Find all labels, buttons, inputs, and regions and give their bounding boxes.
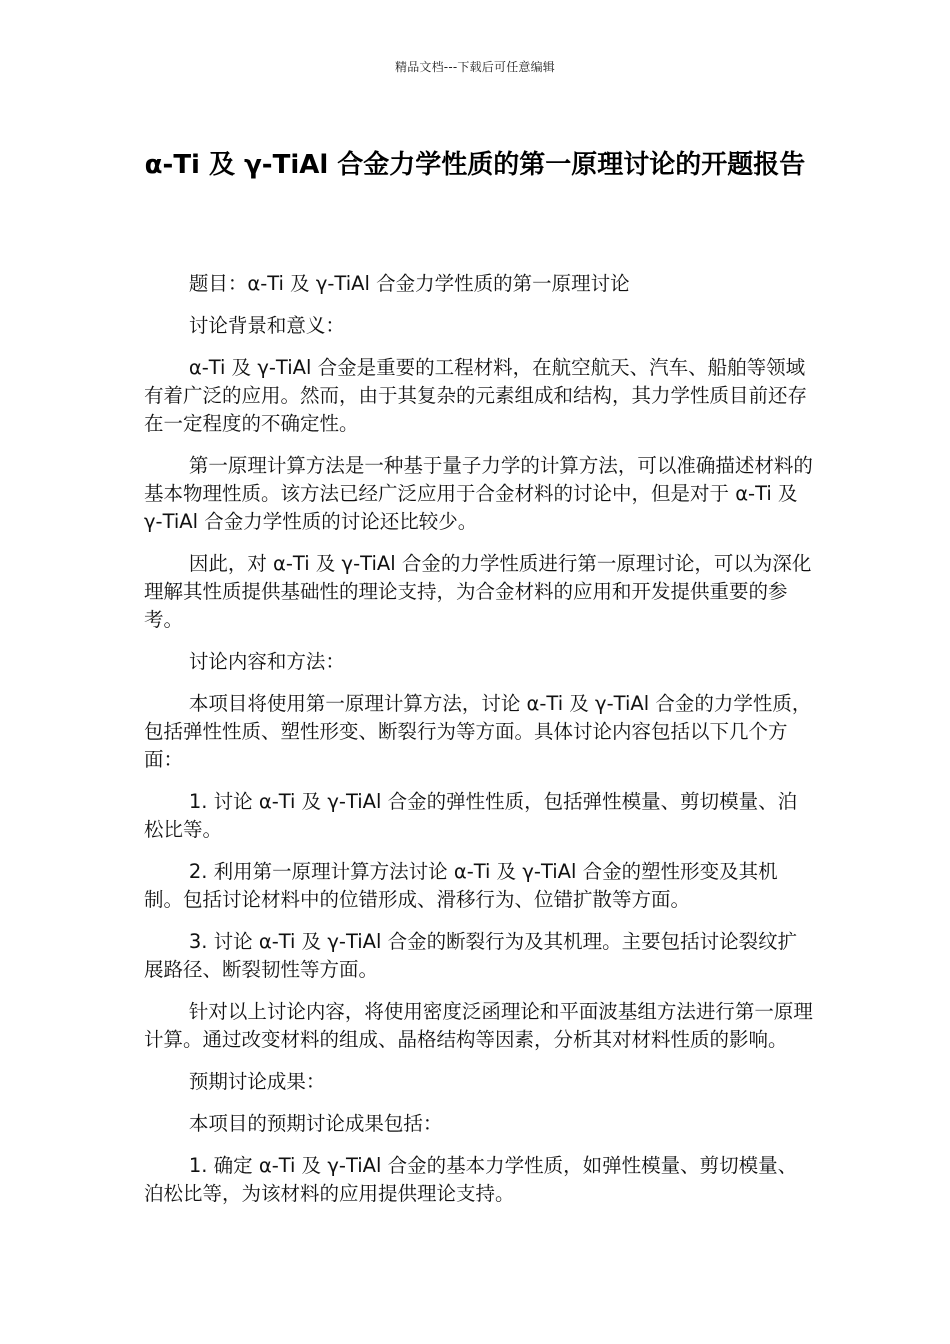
background-paragraph-2: 第一原理计算方法是一种基于量子力学的计算方法，可以准确描述材料的基本物理性质。该方法已经广泛应用于合金材料的讨论中，但是对于 α-Ti 及 γ-TiAl 合金力学性质的讨论还比较少。 — [144, 454, 813, 533]
section-heading-content-methods: 讨论内容和方法： — [188, 650, 345, 673]
content-item-3: 3. 讨论 α-Ti 及 γ-TiAl 合金的断裂行为及其机理。主要包括讨论裂纹扩展路径、断裂韧性等方面。 — [144, 930, 798, 981]
methods-paragraph: 针对以上讨论内容，将使用密度泛函理论和平面波基组方法进行第一原理计算。通过改变材料的组成、晶格结构等因素，分析其对材料性质的影响。 — [144, 1000, 813, 1051]
section-heading-expected-results: 预期讨论成果： — [188, 1070, 326, 1093]
background-paragraph-1: α-Ti 及 γ-TiAl 合金是重要的工程材料，在航空航天、汽车、船舶等领域有着广泛的应用。然而，由于其复杂的元素组成和结构，其力学性质目前还存在一定程度的不确定性。 — [144, 356, 808, 435]
expected-result-item-1: 1. 确定 α-Ti 及 γ-TiAl 合金的基本力学性质，如弹性模量、剪切模量、泊松比等，为该材料的应用提供理论支持。 — [144, 1154, 798, 1205]
content-intro-paragraph: 本项目将使用第一原理计算方法，讨论 α-Ti 及 γ-TiAl 合金的力学性质，包括弹性性质、塑性形变、断裂行为等方面。具体讨论内容包括以下几个方面： — [144, 692, 812, 771]
section-heading-background: 讨论背景和意义： — [188, 314, 345, 337]
topic-line: 题目：α-Ti 及 γ-TiAl 合金力学性质的第一原理讨论 — [188, 272, 630, 295]
document-title: α-Ti 及 γ-TiAl 合金力学性质的第一原理讨论的开题报告 — [144, 150, 806, 180]
document-body — [144, 270, 816, 1222]
content-item-1: 1. 讨论 α-Ti 及 γ-TiAl 合金的弹性性质，包括弹性模量、剪切模量、泊松比等。 — [144, 790, 798, 841]
content-item-2: 2. 利用第一原理计算方法讨论 α-Ti 及 γ-TiAl 合金的塑性形变及其机制。包括讨论材料中的位错形成、滑移行为、位错扩散等方面。 — [144, 860, 778, 911]
page-header-note: 精品文档---下载后可任意编辑 — [395, 60, 555, 74]
background-paragraph-3: 因此，对 α-Ti 及 γ-TiAl 合金的力学性质进行第一原理讨论，可以为深化理解其性质提供基础性的理论支持，为合金材料的应用和开发提供重要的参考。 — [144, 552, 812, 631]
expected-results-intro: 本项目的预期讨论成果包括： — [188, 1112, 443, 1135]
